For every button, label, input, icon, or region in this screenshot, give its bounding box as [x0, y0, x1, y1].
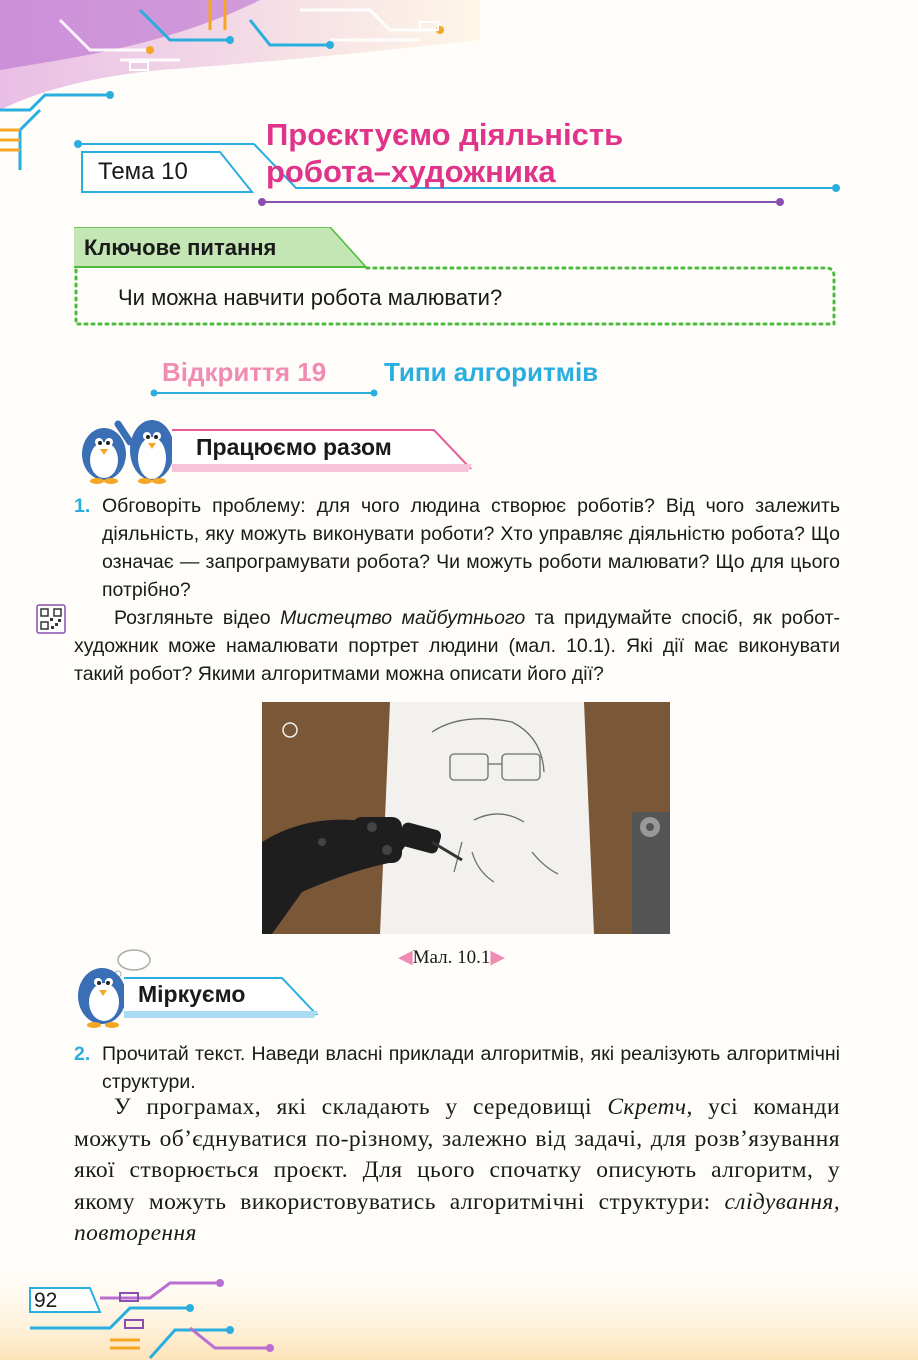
work-together-label: Працюємо разом [196, 434, 392, 460]
video-text-pre: Розгляньте відео [114, 607, 281, 629]
page-title-line2: робота–художника [266, 154, 556, 189]
thinking-label: Міркуємо [138, 981, 246, 1007]
video-title: Мистецтво майбутнього [280, 607, 526, 629]
task-1-text: Обговоріть проблему: для чого людина створює роботів? Від чого залежить діяльність, яку можуть виконувати роботи? Хто управляє діяльністю робота? Що означає — запрограмувати робота? Чи можуть роботи малювати? Що для цього потрібно? [102, 495, 840, 601]
page-title [266, 116, 623, 190]
task-2-number: 2. [74, 1043, 91, 1065]
page-title-line1: Проєктуємо діяльність [266, 117, 624, 152]
discovery-underline [150, 388, 380, 398]
key-question-text: Чи можна навчити робота малювати? [118, 285, 503, 310]
caption-text: Мал. 10.1 [412, 947, 491, 968]
video-paragraph [74, 604, 840, 688]
key-question-heading-label: Ключове питання [84, 235, 277, 260]
discovery-number: Відкриття 19 [162, 357, 327, 387]
robot-drawing-photo [262, 702, 670, 934]
algorithm-terms: слідування, повторення [74, 1188, 840, 1246]
figure-caption [398, 946, 505, 969]
page-number: 92 [34, 1289, 58, 1312]
body-text-b: , усі команди можуть об’єднуватися по-різному, залежно від задачі, для розв’язування якої створюється проєкт. Для цього спочатку описують алгоритм, у якому можуть використовуватись алгоритмічні структури: [74, 1094, 841, 1215]
discovery-title: Типи алгоритмів [384, 357, 599, 387]
task-1-number: 1. [74, 495, 91, 517]
task-1 [74, 492, 840, 604]
task-2 [74, 1040, 840, 1096]
caption-right-arrow-icon: ▶ [490, 947, 505, 968]
body-text-a: У програмах, які складають у середовищі [114, 1094, 608, 1120]
tema-label: Тема 10 [98, 158, 188, 185]
penguins-icon [72, 412, 182, 484]
qr-code-icon [36, 604, 66, 634]
body-paragraph [74, 1092, 840, 1250]
task-2-text: Прочитай текст. Наведи власні приклади алгоритмів, які реалізують алгоритмічні структури. [102, 1043, 840, 1093]
circuit-decoration-bottom [0, 1268, 918, 1360]
video-text-post: та придумайте спосіб, як робот-художник може намалювати портрет людини (мал. 10.1). Які дії має виконувати такий робот? Якими алгоритмами можна описати його дії? [74, 607, 841, 685]
scratch-term: Скретч [607, 1094, 687, 1120]
caption-left-arrow-icon: ◀ [398, 947, 413, 968]
